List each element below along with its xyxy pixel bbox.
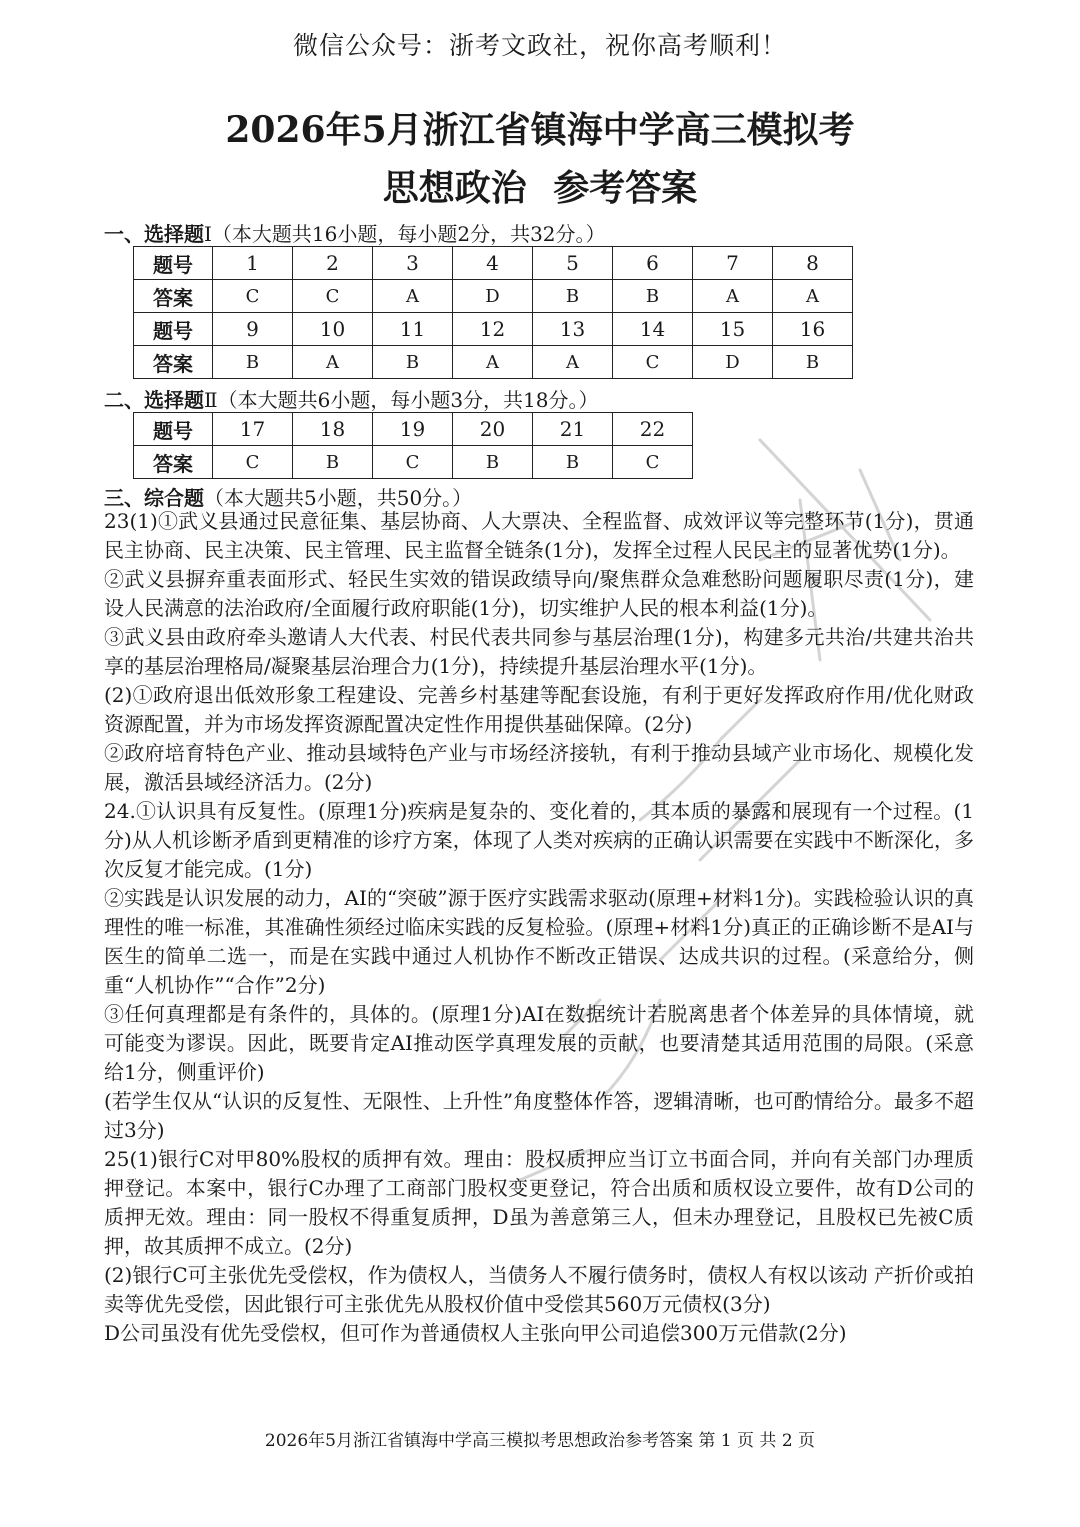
question-number: 12 bbox=[453, 313, 533, 346]
answer-cell: B bbox=[533, 446, 613, 479]
answer-paragraph: D公司虽没有优先受偿权，但可作为普通债权人主张向甲公司追偿300万元借款(2分) bbox=[104, 1321, 847, 1345]
answer-cell: A bbox=[773, 280, 853, 313]
table-row bbox=[134, 346, 853, 379]
question-number: 5 bbox=[533, 247, 613, 280]
question-number: 14 bbox=[613, 313, 693, 346]
section1-answer-table bbox=[133, 246, 853, 379]
question-number: 19 bbox=[373, 413, 453, 446]
answer-cell: A bbox=[293, 346, 373, 379]
table-row bbox=[134, 313, 853, 346]
answer-cell: C bbox=[613, 346, 693, 379]
question-number: 11 bbox=[373, 313, 453, 346]
answer-cell: C bbox=[613, 446, 693, 479]
answer-paragraph: 23(1)①武义县通过民意征集、基层协商、人大票决、全程监督、成效评议等完整环节(1分)，贯通民主协商、民主决策、民主管理、民主监督全链条(1分)，发挥全过程人民民主的显著优势(1分)。 bbox=[104, 509, 974, 562]
question-number: 17 bbox=[213, 413, 293, 446]
answer-cell: D bbox=[453, 280, 533, 313]
question-number: 22 bbox=[613, 413, 693, 446]
answer-paragraph: (2)①政府退出低效形象工程建设、完善乡村基建等配套设施，有利于更好发挥政府作用/优化财政资源配置，并为市场发挥资源配置决定性作用提供基础保障。(2分) bbox=[104, 683, 974, 736]
answer-cell: A bbox=[373, 280, 453, 313]
section1-note: I（本大题共16小题，每小题2分，共32分。） bbox=[204, 222, 606, 246]
answer-paragraph: ③任何真理都是有条件的，具体的。(原理1分)AI在数据统计若脱离患者个体差异的具体情境，就可能变为谬误。因此，既要肯定AI推动医学真理发展的贡献，也要清楚其适用范围的局限。(采意给1分，侧重评价) bbox=[104, 1002, 974, 1084]
table-row bbox=[134, 280, 853, 313]
answer-cell: B bbox=[213, 346, 293, 379]
row-label-question: 题号 bbox=[134, 313, 213, 346]
answer-paragraph: 25(1)银行C对甲80%股权的质押有效。理由：股权质押应当订立书面合同，并向有关部门办理质押登记。本案中，银行C办理了工商部门股权变更登记，符合出质和质权设立要件，故有D公司的质押无效。理由：同一股权不得重复质押，D虽为善意第三人，但未办理登记，且股权已先被C质押，故其质押不成立。(2分) bbox=[104, 1147, 974, 1258]
question-number: 10 bbox=[293, 313, 373, 346]
section1-heading-label: 一、选择题 bbox=[104, 222, 204, 246]
table-row bbox=[134, 413, 693, 446]
row-label-answer: 答案 bbox=[134, 346, 213, 379]
row-label-question: 题号 bbox=[134, 247, 213, 280]
row-label-answer: 答案 bbox=[134, 446, 213, 479]
answer-cell: C bbox=[213, 446, 293, 479]
question-number: 16 bbox=[773, 313, 853, 346]
answer-cell: B bbox=[453, 446, 533, 479]
answer-cell: B bbox=[533, 280, 613, 313]
answer-paragraph: (2)银行C可主张优先受偿权，作为债权人，当债务人不履行债务时，债权人有权以该动 产折价或拍卖等优先受偿，因此银行可主张优先从股权价值中受偿其560万元债权(3分) bbox=[104, 1263, 974, 1316]
answer-paragraph: ③武义县由政府牵头邀请人大代表、村民代表共同参与基层治理(1分)，构建多元共治/共建共治共享的基层治理格局/凝聚基层治理合力(1分)，持续提升基层治理水平(1分)。 bbox=[104, 625, 974, 678]
answer-cell: D bbox=[693, 346, 773, 379]
row-label-question: 题号 bbox=[134, 413, 213, 446]
question-number: 9 bbox=[213, 313, 293, 346]
section2-heading bbox=[104, 384, 599, 413]
answer-cell: A bbox=[453, 346, 533, 379]
answer-paragraph: ②政府培育特色产业、推动县域特色产业与市场经济接轨，有利于推动县域产业市场化、规模化发展，激活县域经济活力。(2分) bbox=[104, 741, 974, 794]
question-number: 6 bbox=[613, 247, 693, 280]
answer-cell: B bbox=[773, 346, 853, 379]
answer-cell: B bbox=[373, 346, 453, 379]
answer-paragraph: 24.①认识具有反复性。(原理1分)疾病是复杂的、变化着的，其本质的暴露和展现有一个过程。(1分)从人机诊断矛盾到更精准的诊疗方案，体现了人类对疾病的正确认识需要在实践中不断深化，多次反复才能完成。(1分) bbox=[104, 799, 974, 881]
answer-cell: C bbox=[373, 446, 453, 479]
question-number: 1 bbox=[213, 247, 293, 280]
answer-cell: B bbox=[613, 280, 693, 313]
answer-paragraph: (若学生仅从“认识的反复性、无限性、上升性”角度整体作答，逻辑清晰，也可酌情给分。最多不超过3分) bbox=[104, 1089, 974, 1142]
question-number: 18 bbox=[293, 413, 373, 446]
section2-answer-table bbox=[133, 412, 693, 479]
header-note: 微信公众号：浙考文政社，祝你高考顺利！ bbox=[292, 31, 787, 60]
answer-cell: A bbox=[533, 346, 613, 379]
question-number: 13 bbox=[533, 313, 613, 346]
title-line-1: 2026年5月浙江省镇海中学高三模拟考 bbox=[225, 109, 855, 151]
answer-cell: C bbox=[293, 280, 373, 313]
question-number: 7 bbox=[693, 247, 773, 280]
answer-paragraph: ②实践是认识发展的动力，AI的“突破”源于医疗实践需求驱动(原理+材料1分)。实践检验认识的真理性的唯一标准，其准确性须经过临床实践的反复检验。(原理+材料1分)真正的正确诊断不是AI与医生的简单二选一，而是在实践中通过人机协作不断改正错误、达成共识的过程。(采意给分，侧重“人机协作”“合作”2分) bbox=[104, 886, 974, 997]
answer-cell: A bbox=[693, 280, 773, 313]
row-label-answer: 答案 bbox=[134, 280, 213, 313]
section2-heading-label: 二、选择题 bbox=[104, 388, 204, 412]
answer-cell: C bbox=[213, 280, 293, 313]
answer-paragraph: ②武义县摒弃重表面形式、轻民生实效的错误政绩导向/聚焦群众急难愁盼问题履职尽责(1分)，建设人民满意的法治政府/全面履行政府职能(1分)，切实维护人民的根本利益(1分)。 bbox=[104, 567, 974, 620]
table-row bbox=[134, 446, 693, 479]
question-number: 2 bbox=[293, 247, 373, 280]
section3-heading-label: 三、综合题 bbox=[104, 486, 204, 510]
answer-cell: B bbox=[293, 446, 373, 479]
page-footer: 2026年5月浙江省镇海中学高三模拟考思想政治参考答案 第 1 页 共 2 页 bbox=[264, 1431, 816, 1451]
section2-note: Ⅱ（本大题共6小题，每小题3分，共18分。） bbox=[204, 388, 599, 412]
question-number: 21 bbox=[533, 413, 613, 446]
question-number: 20 bbox=[453, 413, 533, 446]
question-number: 4 bbox=[453, 247, 533, 280]
section1-heading bbox=[104, 218, 606, 247]
question-number: 8 bbox=[773, 247, 853, 280]
title-line-2: 思想政治 参考答案 bbox=[382, 167, 698, 209]
question-number: 15 bbox=[693, 313, 773, 346]
answer-body bbox=[104, 507, 974, 1348]
table-row bbox=[134, 247, 853, 280]
section3-note: （本大题共5小题，共50分。） bbox=[204, 486, 473, 510]
question-number: 3 bbox=[373, 247, 453, 280]
